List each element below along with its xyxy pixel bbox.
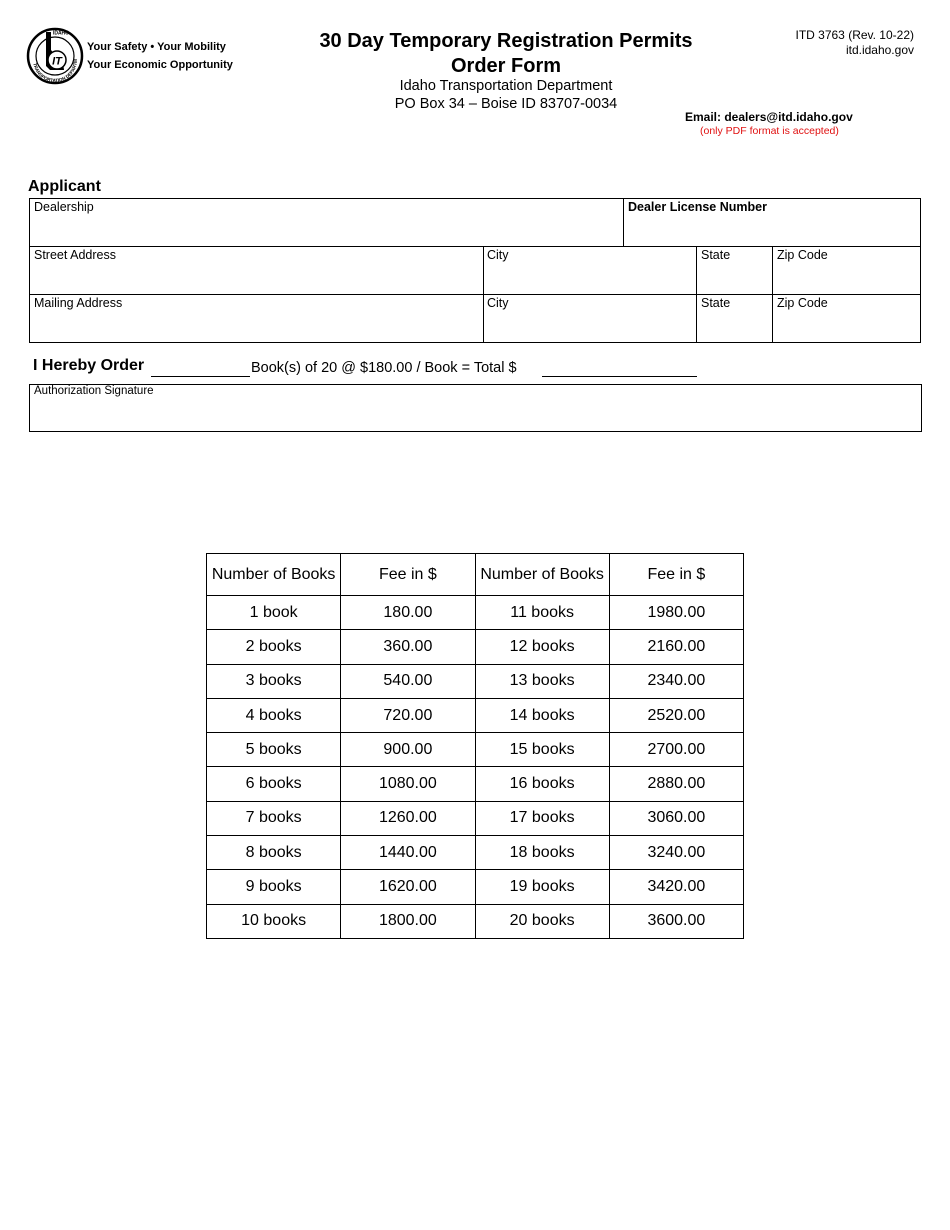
books-quantity-input[interactable] [151, 358, 250, 377]
zip-code-label: Zip Code [777, 248, 828, 262]
books-count-cell: 6 books [207, 767, 341, 801]
fee-cell: 3420.00 [609, 870, 743, 904]
fee-cell: 1980.00 [609, 596, 743, 630]
header-fee-2: Fee in $ [609, 554, 743, 596]
logo-letters: IT [52, 55, 62, 68]
mailing-zip-code-input[interactable] [777, 315, 912, 337]
table-header-row [207, 554, 744, 596]
state-input[interactable] [701, 267, 767, 289]
applicant-box [29, 198, 921, 343]
tagline-line-2: Your Economic Opportunity [87, 59, 233, 71]
logo-top-text: IDAHO [52, 30, 70, 37]
department-address: PO Box 34 – Boise ID 83707-0034 [394, 96, 618, 112]
table-row [207, 767, 744, 801]
fee-cell: 3240.00 [609, 836, 743, 870]
order-price-text: Book(s) of 20 @ $180.00 / Book = Total $ [251, 360, 517, 376]
mailing-address-input[interactable] [34, 315, 474, 337]
dealership-input[interactable] [34, 219, 614, 241]
signature-input[interactable] [34, 402, 914, 426]
street-address-input[interactable] [34, 267, 474, 289]
fee-cell: 2520.00 [609, 698, 743, 732]
form-title: 30 Day Temporary Registration Permits [319, 30, 693, 52]
email-link[interactable]: Email: dealers@itd.idaho.gov [685, 110, 853, 124]
table-row [207, 733, 744, 767]
books-count-cell: 12 books [475, 630, 609, 664]
department-name: Idaho Transportation Department [399, 78, 613, 94]
books-count-cell: 2 books [207, 630, 341, 664]
city-input[interactable] [487, 267, 687, 289]
fee-table [206, 553, 744, 939]
dealership-label: Dealership [34, 200, 94, 214]
signature-label: Authorization Signature [34, 385, 154, 397]
fee-cell: 1800.00 [341, 904, 475, 938]
books-count-cell: 13 books [475, 664, 609, 698]
books-count-cell: 16 books [475, 767, 609, 801]
itd-logo [26, 26, 84, 86]
books-count-cell: 19 books [475, 870, 609, 904]
dealer-license-label: Dealer License Number [628, 200, 767, 214]
fee-cell: 2160.00 [609, 630, 743, 664]
form-number: ITD 3763 (Rev. 10-22) [795, 28, 914, 42]
books-count-cell: 8 books [207, 836, 341, 870]
fee-cell: 3600.00 [609, 904, 743, 938]
fee-cell: 1080.00 [341, 767, 475, 801]
mailing-city-label: City [487, 296, 509, 310]
fee-cell: 540.00 [341, 664, 475, 698]
form-subtitle: Order Form [450, 55, 562, 77]
fee-cell: 360.00 [341, 630, 475, 664]
books-count-cell: 20 books [475, 904, 609, 938]
fee-cell: 900.00 [341, 733, 475, 767]
books-count-cell: 14 books [475, 698, 609, 732]
books-count-cell: 5 books [207, 733, 341, 767]
books-count-cell: 7 books [207, 801, 341, 835]
books-count-cell: 1 book [207, 596, 341, 630]
website-link[interactable]: itd.idaho.gov [845, 43, 914, 57]
order-label: I Hereby Order [33, 357, 145, 374]
table-row [207, 904, 744, 938]
table-row [207, 801, 744, 835]
header-number-of-books: Number of Books [207, 554, 341, 596]
table-row [207, 664, 744, 698]
fee-cell: 180.00 [341, 596, 475, 630]
mailing-address-label: Mailing Address [34, 296, 123, 310]
books-count-cell: 3 books [207, 664, 341, 698]
table-row [207, 870, 744, 904]
header-fee: Fee in $ [341, 554, 475, 596]
books-count-cell: 10 books [207, 904, 341, 938]
fee-cell: 1440.00 [341, 836, 475, 870]
books-count-cell: 9 books [207, 870, 341, 904]
fee-cell: 3060.00 [609, 801, 743, 835]
books-count-cell: 18 books [475, 836, 609, 870]
books-count-cell: 4 books [207, 698, 341, 732]
table-row [207, 596, 744, 630]
signature-box [29, 384, 922, 432]
books-count-cell: 17 books [475, 801, 609, 835]
books-count-cell: 11 books [475, 596, 609, 630]
table-row [207, 836, 744, 870]
table-row [207, 630, 744, 664]
table-row [207, 698, 744, 732]
zip-code-input[interactable] [777, 267, 912, 289]
state-label: State [701, 248, 731, 262]
header-number-of-books-2: Number of Books [475, 554, 609, 596]
mailing-city-input[interactable] [487, 315, 687, 337]
mailing-state-label: State [701, 296, 731, 310]
mailing-state-input[interactable] [701, 315, 767, 337]
fee-cell: 2700.00 [609, 733, 743, 767]
fee-cell: 2340.00 [609, 664, 743, 698]
pdf-format-note: (only PDF format is accepted) [700, 125, 839, 137]
fee-cell: 720.00 [341, 698, 475, 732]
street-address-label: Street Address [34, 248, 116, 262]
fee-cell: 2880.00 [609, 767, 743, 801]
total-amount-input[interactable] [542, 358, 697, 377]
tagline-line-1: Your Safety • Your Mobility [87, 41, 226, 53]
fee-cell: 1260.00 [341, 801, 475, 835]
applicant-heading: Applicant [28, 178, 101, 195]
fee-cell: 1620.00 [341, 870, 475, 904]
dealer-license-input[interactable] [628, 219, 913, 241]
books-count-cell: 15 books [475, 733, 609, 767]
logo-ring-text: TRANSPORTATION DEPARTM [32, 58, 79, 84]
city-label: City [487, 248, 509, 262]
mailing-zip-code-label: Zip Code [777, 296, 828, 310]
